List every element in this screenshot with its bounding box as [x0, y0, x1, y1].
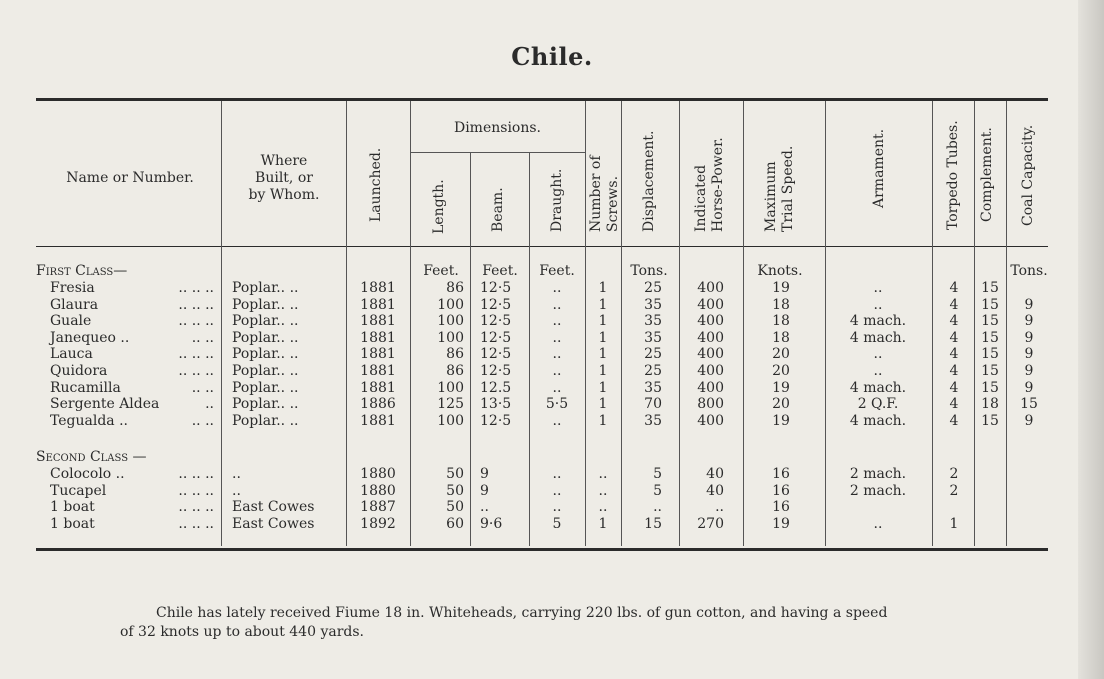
header-where: [222, 153, 346, 204]
header-screws-line2: Screws.: [605, 175, 621, 232]
cell-launched: 1880: [360, 482, 396, 499]
header-where-line1: Where: [260, 153, 308, 169]
page-edge-shadow: [1078, 0, 1104, 679]
leader-dots: .. ..: [191, 412, 214, 429]
header-complement: Complement.: [979, 127, 995, 222]
cell-displacement: 35: [644, 313, 662, 330]
unit-draught: Feet.: [539, 263, 575, 279]
cell-where: ..: [232, 466, 241, 482]
cell-displacement: 70: [644, 396, 662, 413]
cell-launched: 1881: [360, 329, 396, 346]
cell-screws: 1: [598, 379, 608, 396]
cell-hp: 400: [697, 280, 724, 296]
cell-hp: 40: [706, 482, 724, 499]
header-coal: Coal Capacity.: [1020, 124, 1036, 226]
cell-speed: 20: [772, 346, 790, 363]
cell-armament: ..: [873, 346, 883, 363]
cell-beam: 9: [480, 466, 489, 482]
vessel-name: Quidora: [50, 363, 108, 379]
cell-hp: 400: [697, 363, 724, 379]
cell-armament: 2 mach.: [849, 482, 907, 499]
cell-armament: 2 mach.: [849, 466, 907, 482]
cell-speed: 20: [772, 396, 790, 413]
header-where-line3: by Whom.: [248, 187, 320, 203]
cell-beam: 12·5: [480, 329, 512, 346]
vessel-name: Fresia: [50, 280, 95, 296]
header-launched: Launched.: [368, 147, 384, 222]
header-horsepower: [693, 137, 727, 232]
column-divider: [470, 153, 471, 546]
cell-length: 60: [446, 515, 464, 532]
top-rule: [36, 98, 1048, 101]
leader-dots: .. .. ..: [178, 346, 214, 363]
cell-armament: 4 mach.: [849, 313, 907, 330]
cell-hp: 400: [697, 329, 724, 346]
header-name: Name or Number.: [66, 170, 194, 186]
header-speed: [763, 146, 797, 232]
cell-screws: 1: [598, 313, 608, 330]
cell-complement: 15: [981, 329, 999, 346]
header-displacement: Displacement.: [641, 130, 657, 232]
cell-where: Poplar.. ..: [232, 346, 299, 363]
cell-beam: 9·6: [480, 515, 503, 532]
cell-length: 125: [437, 396, 464, 413]
cell-displacement: 35: [644, 329, 662, 346]
cell-armament: ..: [873, 280, 883, 296]
cell-coal: 9: [1024, 363, 1034, 379]
cell-displacement: 5: [653, 482, 662, 499]
column-divider: [529, 153, 530, 546]
cell-length: 50: [446, 466, 464, 482]
cell-screws: ..: [598, 499, 608, 516]
vessel-name: Sergente Aldea: [50, 396, 160, 413]
cell-coal: 9: [1024, 412, 1034, 429]
column-divider: [410, 101, 411, 546]
cell-screws: 1: [598, 515, 608, 532]
cell-torpedo: 4: [949, 296, 959, 313]
cell-torpedo: 4: [949, 346, 959, 363]
vessel-name: 1 boat: [50, 515, 95, 532]
vessel-name: Janequeo ..: [50, 329, 130, 346]
cell-coal: 9: [1024, 329, 1034, 346]
cell-speed: 18: [772, 329, 790, 346]
dimensions-rule: [410, 152, 585, 153]
cell-speed: 19: [772, 412, 790, 429]
cell-displacement: 5: [653, 466, 662, 482]
cell-beam: 9: [480, 482, 489, 499]
cell-torpedo: 4: [949, 363, 959, 379]
cell-screws: 1: [598, 412, 608, 429]
vessel-name: Rucamilla: [50, 379, 121, 396]
cell-where: Poplar.. ..: [232, 396, 299, 413]
cell-torpedo: 4: [949, 379, 959, 396]
cell-launched: 1881: [360, 412, 396, 429]
cell-complement: 15: [981, 313, 999, 330]
cell-where: Poplar.. ..: [232, 313, 299, 330]
cell-draught: ..: [552, 379, 562, 396]
cell-speed: 19: [772, 379, 790, 396]
cell-speed: 19: [772, 515, 790, 532]
cell-speed: 18: [772, 296, 790, 313]
cell-launched: 1887: [360, 499, 396, 516]
column-divider: [932, 101, 933, 546]
cell-where: Poplar.. ..: [232, 363, 299, 379]
unit-length: Feet.: [423, 263, 459, 279]
cell-beam: 12·5: [480, 346, 512, 363]
cell-draught: ..: [552, 313, 562, 330]
cell-beam: 12·5: [480, 296, 512, 313]
cell-hp: 400: [697, 313, 724, 330]
cell-torpedo: 4: [949, 412, 959, 429]
cell-displacement: 25: [644, 280, 662, 296]
cell-length: 50: [446, 482, 464, 499]
section-label: Second Class —: [36, 449, 147, 465]
cell-draught: 5·5: [545, 396, 569, 413]
column-divider: [585, 101, 586, 546]
cell-screws: 1: [598, 280, 608, 296]
cell-complement: 15: [981, 346, 999, 363]
cell-coal: 15: [1020, 396, 1038, 413]
vessel-name: Colocolo ..: [50, 466, 125, 482]
cell-coal: 9: [1024, 296, 1034, 313]
vessel-name: 1 boat: [50, 499, 95, 516]
cell-where: Poplar.. ..: [232, 379, 299, 396]
cell-where: Poplar.. ..: [232, 280, 299, 296]
cell-where: East Cowes: [232, 499, 315, 516]
header-torpedo: Torpedo Tubes.: [945, 120, 961, 230]
column-divider: [974, 101, 975, 546]
cell-draught: ..: [552, 346, 562, 363]
header-rule: [36, 246, 1048, 247]
cell-screws: 1: [598, 296, 608, 313]
cell-length: 86: [446, 280, 464, 296]
cell-draught: ..: [552, 329, 562, 346]
cell-complement: 15: [981, 296, 999, 313]
cell-length: 100: [437, 313, 464, 330]
cell-screws: 1: [598, 396, 608, 413]
header-speed-line1: Maximum: [763, 161, 779, 232]
header-screws-line1: Number of: [588, 155, 604, 232]
header-speed-line2: Trial Speed.: [780, 145, 796, 232]
cell-torpedo: 4: [949, 396, 959, 413]
cell-beam: ..: [480, 499, 489, 516]
header-horsepower-line2: Horse-Power.: [710, 137, 726, 232]
header-where-line2: Built, or: [255, 170, 313, 186]
header-length: Length.: [431, 179, 447, 234]
cell-draught: ..: [552, 499, 562, 516]
cell-launched: 1880: [360, 466, 396, 482]
cell-launched: 1881: [360, 346, 396, 363]
cell-draught: ..: [552, 280, 562, 296]
leader-dots: .. .. ..: [178, 466, 214, 482]
header-screws: [588, 155, 622, 232]
leader-dots: ..: [205, 396, 214, 413]
cell-torpedo: 2: [949, 482, 959, 499]
cell-screws: ..: [598, 482, 608, 499]
header-dimensions: Dimensions.: [453, 120, 542, 136]
cell-beam: 12·5: [480, 280, 512, 296]
cell-where: ..: [232, 482, 241, 499]
cell-speed: 16: [772, 466, 790, 482]
vessel-name: Guale: [50, 313, 92, 330]
cell-hp: ..: [715, 499, 724, 516]
column-divider: [1006, 101, 1007, 546]
bottom-rule: [36, 548, 1048, 551]
cell-complement: 15: [981, 379, 999, 396]
cell-beam: 12·5: [480, 412, 512, 429]
cell-displacement: 35: [644, 412, 662, 429]
cell-launched: 1881: [360, 313, 396, 330]
column-divider: [825, 101, 826, 546]
leader-dots: .. .. ..: [178, 515, 214, 532]
cell-speed: 16: [772, 482, 790, 499]
cell-displacement: 15: [644, 515, 662, 532]
cell-hp: 400: [697, 379, 724, 396]
leader-dots: .. .. ..: [178, 499, 214, 516]
cell-displacement: ..: [653, 499, 662, 516]
cell-draught: ..: [552, 482, 562, 499]
cell-hp: 800: [697, 396, 724, 413]
cell-coal: 9: [1024, 379, 1034, 396]
cell-length: 86: [446, 346, 464, 363]
footnote: [120, 604, 1000, 642]
cell-launched: 1881: [360, 363, 396, 379]
cell-where: Poplar.. ..: [232, 412, 299, 429]
cell-torpedo: 4: [949, 313, 959, 330]
cell-armament: 4 mach.: [849, 412, 907, 429]
cell-draught: ..: [552, 466, 562, 482]
cell-coal: 9: [1024, 346, 1034, 363]
cell-length: 100: [437, 412, 464, 429]
leader-dots: .. ..: [191, 329, 214, 346]
cell-displacement: 25: [644, 346, 662, 363]
cell-displacement: 35: [644, 296, 662, 313]
cell-length: 50: [446, 499, 464, 516]
cell-screws: 1: [598, 329, 608, 346]
cell-speed: 19: [772, 280, 790, 296]
leader-dots: .. .. ..: [178, 363, 214, 379]
cell-draught: 5: [552, 515, 562, 532]
page-title: Chile.: [511, 42, 593, 71]
cell-length: 100: [437, 379, 464, 396]
cell-displacement: 35: [644, 379, 662, 396]
cell-speed: 20: [772, 363, 790, 379]
cell-complement: 18: [981, 396, 999, 413]
cell-hp: 400: [697, 296, 724, 313]
cell-armament: ..: [873, 515, 883, 532]
cell-torpedo: 2: [949, 466, 959, 482]
cell-launched: 1892: [360, 515, 396, 532]
vessel-name: Lauca: [50, 346, 93, 363]
cell-armament: 4 mach.: [849, 379, 907, 396]
section-label: First Class—: [36, 263, 128, 279]
cell-screws: 1: [598, 346, 608, 363]
cell-speed: 18: [772, 313, 790, 330]
cell-draught: ..: [552, 412, 562, 429]
cell-draught: ..: [552, 363, 562, 379]
footnote-line2: of 32 knots up to about 440 yards.: [120, 624, 364, 640]
cell-complement: 15: [981, 412, 999, 429]
column-divider: [679, 101, 680, 546]
leader-dots: .. .. ..: [178, 482, 214, 499]
cell-screws: 1: [598, 363, 608, 379]
leader-dots: .. .. ..: [178, 313, 214, 330]
cell-hp: 40: [706, 466, 724, 482]
cell-launched: 1886: [360, 396, 396, 413]
cell-torpedo: 4: [949, 280, 959, 296]
cell-armament: ..: [873, 296, 883, 313]
cell-length: 86: [446, 363, 464, 379]
footnote-line1: Chile has lately received Fiume 18 in. Whiteheads, carrying 220 lbs. of gun cotton, and having a speed: [156, 605, 888, 621]
leader-dots: .. ..: [191, 379, 214, 396]
cell-coal: 9: [1024, 313, 1034, 330]
cell-armament: ..: [873, 363, 883, 379]
cell-beam: 12·5: [480, 363, 512, 379]
cell-displacement: 25: [644, 363, 662, 379]
cell-torpedo: 4: [949, 329, 959, 346]
leader-dots: .. .. ..: [178, 280, 214, 296]
cell-hp: 270: [697, 515, 724, 532]
header-beam: Beam.: [490, 187, 506, 232]
unit-coal: Tons.: [1010, 263, 1048, 279]
column-divider: [743, 101, 744, 546]
cell-beam: 12.5: [480, 379, 512, 396]
unit-displacement: Tons.: [630, 263, 668, 279]
cell-armament: 2 Q.F.: [857, 396, 899, 413]
header-horsepower-line1: Indicated: [693, 164, 709, 232]
cell-launched: 1881: [360, 296, 396, 313]
cell-launched: 1881: [360, 280, 396, 296]
vessel-name: Glaura: [50, 296, 99, 313]
cell-where: Poplar.. ..: [232, 329, 299, 346]
vessel-name: Tucapel: [50, 482, 107, 499]
cell-length: 100: [437, 329, 464, 346]
cell-where: Poplar.. ..: [232, 296, 299, 313]
column-divider: [346, 101, 347, 546]
cell-complement: 15: [981, 363, 999, 379]
unit-beam: Feet.: [482, 263, 518, 279]
cell-hp: 400: [697, 412, 724, 429]
cell-draught: ..: [552, 296, 562, 313]
cell-where: East Cowes: [232, 515, 315, 532]
leader-dots: .. .. ..: [178, 296, 214, 313]
cell-screws: ..: [598, 466, 608, 482]
vessel-name: Tegualda ..: [50, 412, 128, 429]
header-draught: Draught.: [549, 168, 565, 232]
cell-length: 100: [437, 296, 464, 313]
cell-speed: 16: [772, 499, 790, 516]
cell-torpedo: 1: [949, 515, 959, 532]
cell-armament: 4 mach.: [849, 329, 907, 346]
cell-beam: 12·5: [480, 313, 512, 330]
cell-complement: 15: [981, 280, 999, 296]
cell-beam: 13·5: [480, 396, 512, 413]
cell-hp: 400: [697, 346, 724, 363]
cell-launched: 1881: [360, 379, 396, 396]
unit-speed: Knots.: [757, 263, 803, 279]
header-armament: Armament.: [871, 128, 887, 208]
